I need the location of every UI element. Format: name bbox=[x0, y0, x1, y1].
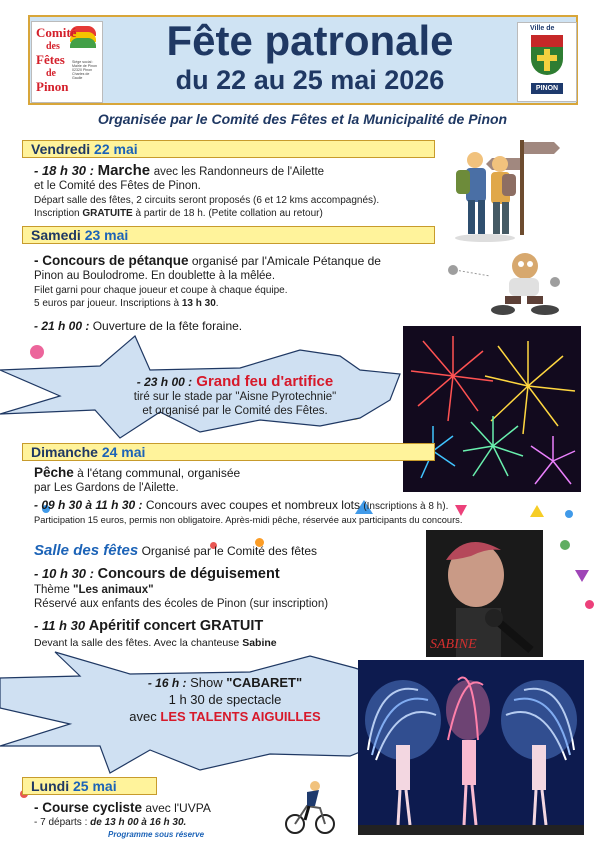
comite-logo bbox=[31, 21, 103, 103]
event-title: - Concours de pétanque bbox=[34, 253, 189, 268]
event-text: avec les Randonneurs de l'Ailette bbox=[153, 166, 325, 178]
fireworks-title-line bbox=[100, 373, 370, 390]
salle-heading bbox=[34, 542, 317, 559]
event-title: "CABARET" bbox=[226, 675, 303, 690]
event-text: avec l'UVPA bbox=[145, 801, 211, 815]
event-time: - 23 h 00 : bbox=[136, 375, 193, 389]
singer-photo bbox=[426, 530, 543, 657]
event-title: Grand feu d'artifice bbox=[196, 373, 334, 390]
event-text: (Inscriptions à 8 h). bbox=[363, 501, 449, 512]
logo-pinon-text: PINON bbox=[531, 83, 563, 94]
event-title: Pêche bbox=[34, 465, 74, 480]
peche-line4: Participation 15 euros, permis non obligatoire. Après-midi pêche, réservée aux participants du concours. bbox=[34, 515, 463, 525]
text-bold: "Les animaux" bbox=[73, 584, 154, 596]
fireworks-line3: et organisé par le Comité des Fêtes. bbox=[142, 405, 328, 417]
day-date: 23 mai bbox=[84, 227, 129, 243]
event-title: Apéritif concert GRATUIT bbox=[88, 618, 264, 634]
theme-line bbox=[34, 584, 154, 596]
day-name: Vendredi bbox=[31, 141, 91, 157]
text: . bbox=[215, 298, 219, 309]
text-bold: GRATUITE bbox=[82, 208, 133, 219]
event-title: Concours de déguisement bbox=[97, 566, 280, 582]
programme-note: Programme sous réserve bbox=[108, 830, 205, 839]
event-time: - 16 h : bbox=[147, 676, 187, 690]
event-text: Concours avec coupes et nombreux lots bbox=[145, 498, 360, 512]
logo-ville-text: Ville de bbox=[530, 25, 555, 32]
peche-line3 bbox=[34, 498, 448, 512]
day-banner-monday bbox=[22, 777, 157, 795]
event-time: - 10 h 30 : bbox=[34, 566, 94, 581]
confetti-dot bbox=[585, 600, 594, 609]
cyclist-photo bbox=[285, 776, 335, 836]
text-bold: Sabine bbox=[242, 637, 277, 649]
section-text: Organisé par le Comité des fêtes bbox=[141, 544, 317, 558]
event-time: - 18 h 30 : bbox=[34, 163, 94, 178]
text: 5 euros par joueur. Inscriptions à bbox=[34, 298, 180, 309]
friday-line2: et le Comité des Fêtes de Pinon. bbox=[34, 180, 201, 192]
text-bold: 13 h 30 bbox=[181, 298, 216, 309]
friday-line3: Départ salle des fêtes, 2 circuits seront proposés (6 et 12 kms accompagnés). bbox=[34, 195, 380, 206]
petanque-line4 bbox=[34, 298, 219, 309]
logo-text: Comité bbox=[36, 25, 77, 40]
aperitif-line2 bbox=[34, 637, 277, 649]
day-date: 25 mai bbox=[73, 778, 117, 794]
event-text: avec bbox=[129, 709, 157, 724]
day-date: 24 mai bbox=[101, 444, 146, 460]
ville-pinon-logo bbox=[517, 22, 577, 102]
day-name: Lundi bbox=[31, 778, 70, 794]
event-text: Show bbox=[190, 675, 223, 690]
text: - 7 départs : bbox=[34, 817, 88, 828]
event-text: Ouverture de la fête foraine. bbox=[92, 319, 243, 333]
section-title: Salle des fêtes bbox=[34, 542, 139, 559]
fireworks-photo bbox=[403, 326, 581, 492]
friday-line4 bbox=[34, 208, 323, 219]
text: Inscription bbox=[34, 208, 80, 219]
singer-signature: SABINE bbox=[430, 637, 477, 652]
aperitif-line bbox=[34, 618, 263, 634]
confetti-dot bbox=[565, 510, 573, 518]
day-banner-saturday bbox=[22, 226, 435, 244]
petanque-line2: Pinon au Boulodrome. En doublette à la mêlée. bbox=[34, 270, 276, 282]
cabaret-line1 bbox=[80, 675, 370, 690]
confetti-dot bbox=[560, 540, 570, 550]
departs-line bbox=[34, 817, 186, 828]
page-subtitle: Organisée par le Comité des Fêtes et la Municipalité de Pinon bbox=[97, 111, 508, 127]
petanque-line1 bbox=[34, 253, 381, 268]
text-bold: de 13 h 00 à 16 h 30. bbox=[90, 817, 187, 828]
day-banner-friday bbox=[22, 140, 435, 158]
day-date: 22 mai bbox=[94, 141, 138, 157]
deguisement-line bbox=[34, 566, 280, 582]
text: à partir de 18 h. (Petite collation au retour) bbox=[135, 208, 323, 219]
peche-line1 bbox=[34, 465, 240, 480]
page-dates: du 22 au 25 mai 2026 bbox=[175, 65, 445, 95]
logo-text: Fêtes bbox=[36, 52, 65, 67]
cabaret-photo bbox=[358, 660, 584, 835]
event-title: - Course cycliste bbox=[34, 800, 143, 815]
coat-of-arms-icon bbox=[531, 35, 563, 75]
day-banner-sunday bbox=[22, 443, 435, 461]
fireworks-line2: tiré sur le stade par "Aisne Pyrotechnie" bbox=[133, 391, 337, 403]
logo-text: des bbox=[46, 41, 60, 52]
event-time: - 09 h 30 à 11 h 30 : bbox=[34, 498, 143, 512]
page-title: Fête patronale bbox=[166, 17, 454, 64]
peche-line2: par Les Gardons de l'Ailette. bbox=[34, 482, 179, 494]
cabaret-line2: 1 h 30 de spectacle bbox=[168, 692, 282, 707]
confetti-triangle bbox=[575, 570, 589, 582]
text: Thème bbox=[34, 584, 70, 596]
event-text: organisé par l'Amicale Pétanque de bbox=[191, 254, 381, 268]
event-time: - 21 h 00 : bbox=[34, 319, 90, 333]
petanque-line3: Filet garni pour chaque joueur et coupe à chaque équipe. bbox=[34, 285, 288, 296]
petanque-cartoon bbox=[445, 248, 575, 318]
event-title: Marche bbox=[97, 162, 151, 179]
cabaret-line3 bbox=[80, 709, 370, 724]
friday-line1 bbox=[34, 162, 324, 179]
event-time: - 11 h 30 bbox=[34, 618, 86, 633]
hikers-illustration bbox=[450, 132, 565, 242]
logo-text: Pinon bbox=[36, 79, 69, 94]
logo-text: de bbox=[46, 68, 56, 79]
confetti-triangle bbox=[530, 505, 544, 517]
day-name: Dimanche bbox=[31, 444, 98, 460]
theme-line2: Réservé aux enfants des écoles de Pinon (sur inscription) bbox=[34, 598, 329, 610]
text: Devant la salle des fêtes. Avec la chanteuse bbox=[34, 637, 240, 649]
event-title: LES TALENTS AIGUILLES bbox=[160, 709, 321, 724]
event-text: à l'étang communal, organisée bbox=[77, 466, 241, 480]
day-name: Samedi bbox=[31, 227, 81, 243]
course-line bbox=[34, 800, 211, 815]
logo-small-text: Siège social : Mairie de Pinon 02320 Pinon Charles de Gaulle bbox=[72, 60, 97, 80]
